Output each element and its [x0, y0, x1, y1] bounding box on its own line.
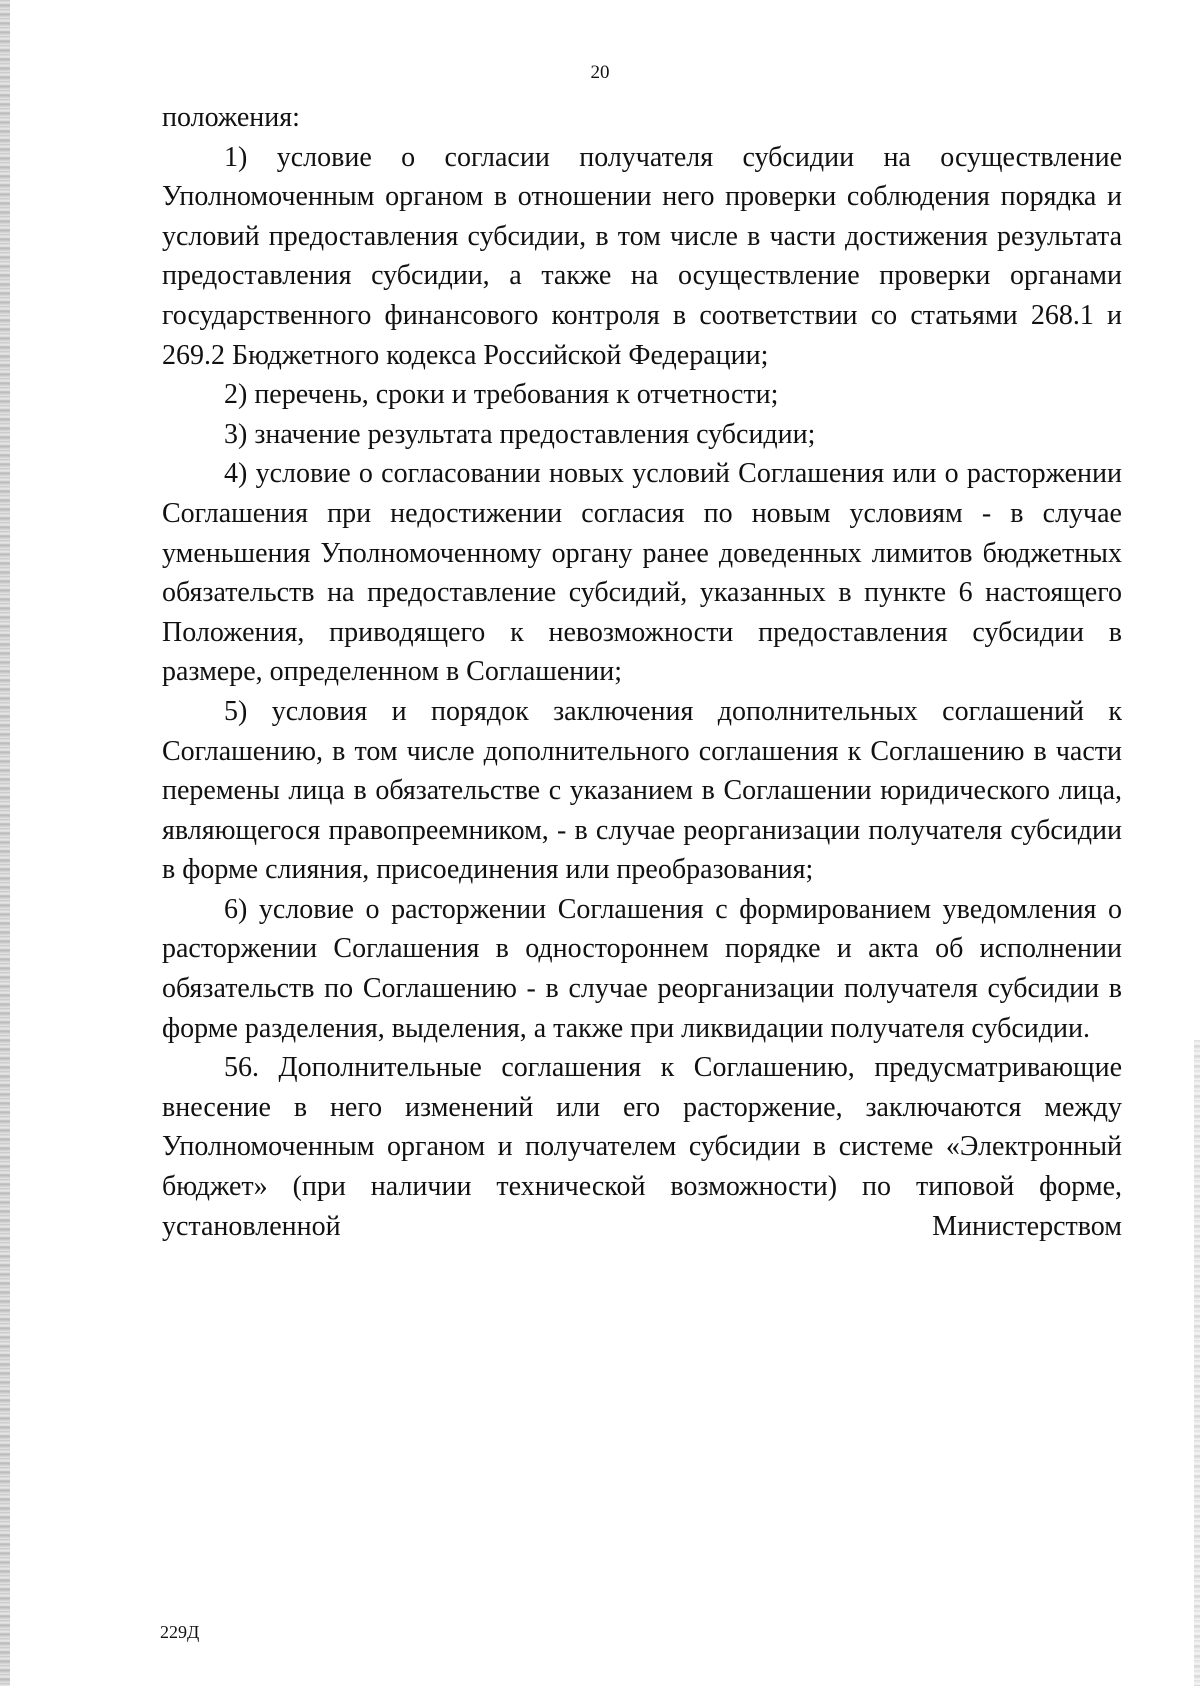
paragraph-item-5: 5) условия и порядок заключения дополнительных соглашений к Соглашению, в том числе дополнительного соглашения к Соглашению в части перемены лица в обязательстве с указанием в Соглашении юридического лица, являющегося правопреемником, - в случае реорганизации получателя субсидии в форме слияния, присоединения или преобразования; [162, 695, 1122, 886]
paragraph-56: 56. Дополнительные соглашения к Соглашению, предусматривающие внесение в него изменений или его расторжение, заключаются между Уполномоченным органом и получателем субсидии в системе «Электронный бюджет» (при наличии технической возможности) по типовой форме, установленной Министерством [162, 1052, 1122, 1242]
paragraph-item-2: 2) перечень, сроки и требования к отчетности; [224, 379, 779, 411]
document-code: 229Д [160, 1622, 200, 1642]
paragraph-item-4: 4) условие о согласовании новых условий Соглашения или о расторжении Соглашения при недостижении согласия по новым условиям - в случае уменьшения Уполномоченному органу ранее доведенных лимитов бюджетных обязательств на предоставление субсидий, указанных в пункте 6 настоящего Положения, приводящего к невозможности предоставления субсидии в размере, определенном в Соглашении; [162, 458, 1122, 688]
scan-edge-right [1194, 1040, 1200, 1686]
paragraph-item-6: 6) условие о расторжении Соглашения с формированием уведомления о расторжении Соглашения в одностороннем порядке и акта об исполнении обязательств по Соглашению - в случае реорганизации получателя субсидии в форме разделения, выделения, а также при ликвидации получателя субсидии. [162, 893, 1122, 1044]
page-number: 20 [590, 62, 610, 83]
paragraph-item-1: 1) условие о согласии получателя субсидии на осуществление Уполномоченным органом в отношении него проверки соблюдения порядка и условий предоставления субсидии, в том числе в части достижения результата предоставления субсидии, а также на осуществление проверки органами государственного финансового контроля в соответствии со статьями 268.1 и 269.2 Бюджетного кодекса Российской Федерации; [162, 141, 1122, 371]
scan-edge-left [0, 0, 10, 1686]
document-body [162, 98, 1122, 1246]
paragraph-item-3: 3) значение результата предоставления субсидии; [224, 418, 816, 450]
paragraph-continuation: положения: [162, 102, 300, 133]
